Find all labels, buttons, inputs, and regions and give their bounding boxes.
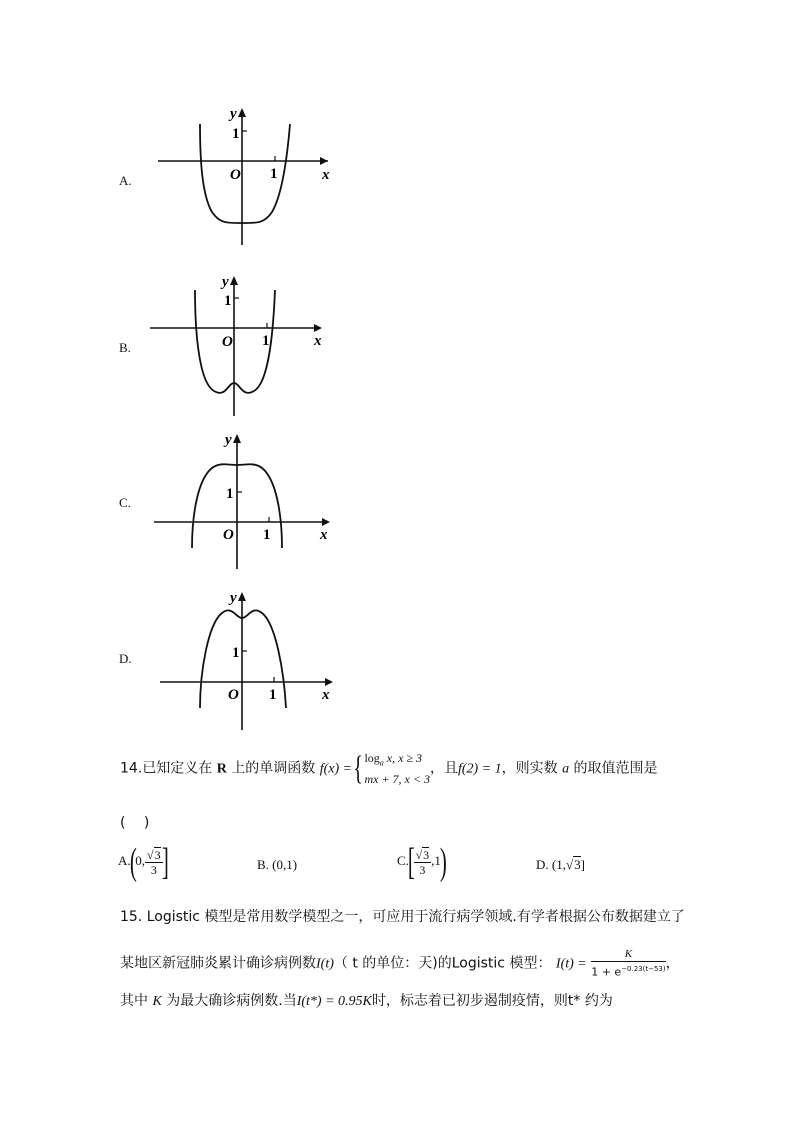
y-tick-label: 1 xyxy=(232,126,240,142)
x-axis-label: x xyxy=(322,687,330,703)
real-set-symbol: R xyxy=(216,761,227,777)
function-name: f(x) = xyxy=(319,761,353,777)
x-tick-label: 1 xyxy=(269,687,277,703)
origin-label: O xyxy=(228,687,239,703)
y-axis-label: y xyxy=(225,432,232,448)
brace-icon: { xyxy=(353,749,364,787)
choice-c: C.[ $\frac{√3}{3}$ ,1) xyxy=(397,841,447,883)
x-arrow-icon xyxy=(314,324,322,332)
graph-d xyxy=(156,582,376,732)
logistic-fraction: $\frac{K}{1 + e^{-0.23(t-53)}}$ xyxy=(591,948,666,979)
y-axis-label: y xyxy=(230,106,237,122)
y-tick-label: 1 xyxy=(232,645,240,661)
y-arrow-icon xyxy=(233,434,241,443)
origin-label: O xyxy=(222,334,233,350)
graph-b xyxy=(142,268,362,418)
condition: f(2) = 1 xyxy=(457,761,502,777)
option-c-label: C. xyxy=(119,495,131,510)
x-axis-label: x xyxy=(322,167,330,183)
x-axis-label: x xyxy=(320,527,328,543)
option-b-label: B. xyxy=(119,340,131,355)
choice-b: B. (0,1) xyxy=(257,857,298,872)
question-14: 14.已知定义在 R 上的单调函数 f(x) ={ $\log_a x$, x ≥ 3 mx + 7, x < 3 ，且f(2) = 1，则实数 a 的取值范围是 xyxy=(120,749,658,787)
y-arrow-icon xyxy=(230,276,238,285)
choice-d: D. (1,√3] xyxy=(536,857,585,872)
choice-a: A.(0, $\frac{√3}{3}$ ] xyxy=(118,841,169,883)
answer-paren: ( ) xyxy=(120,815,150,831)
piecewise-cases: $\log_a x$, x ≥ 3 mx + 7, x < 3 xyxy=(364,751,430,787)
y-axis-label: y xyxy=(230,590,237,606)
x-tick-label: 1 xyxy=(263,527,271,543)
y-tick-label: 1 xyxy=(224,293,232,309)
graph-c xyxy=(150,424,370,574)
x-arrow-icon xyxy=(320,157,328,165)
question-15-line-1: 15. Logistic 模型是常用数学模型之一，可应用于流行病学领域.有学者根据公布数据建立了 xyxy=(120,909,685,925)
y-tick-label: 1 xyxy=(226,486,234,502)
question-15-line-2: 某地区新冠肺炎累计确诊病例数I(t)（ t 的单位：天)的Logistic 模型： I(t) = $\frac{K}{1 + e^{-0.23(t-53)}}$ ， xyxy=(120,948,680,979)
x-tick-label: 1 xyxy=(262,333,270,349)
x-arrow-icon xyxy=(322,518,330,526)
graph-a-axes xyxy=(158,110,328,245)
graph-a xyxy=(150,100,370,250)
x-tick-label: 1 xyxy=(270,166,278,182)
y-arrow-icon xyxy=(238,108,246,117)
x-arrow-icon xyxy=(325,678,333,686)
origin-label: O xyxy=(230,167,241,183)
origin-label: O xyxy=(223,527,234,543)
option-d-label: D. xyxy=(119,651,132,666)
question-15-line-3: 其中 K 为最大确诊病例数.当I(t*) = 0.95K时，标志着已初步遏制疫情，则t* 约为 xyxy=(120,993,613,1009)
option-a-label: A. xyxy=(119,173,132,188)
threshold-condition: I(t*) = 0.95K xyxy=(296,994,372,1009)
y-arrow-icon xyxy=(238,592,246,601)
x-axis-label: x xyxy=(314,333,322,349)
y-axis-label: y xyxy=(222,274,229,290)
